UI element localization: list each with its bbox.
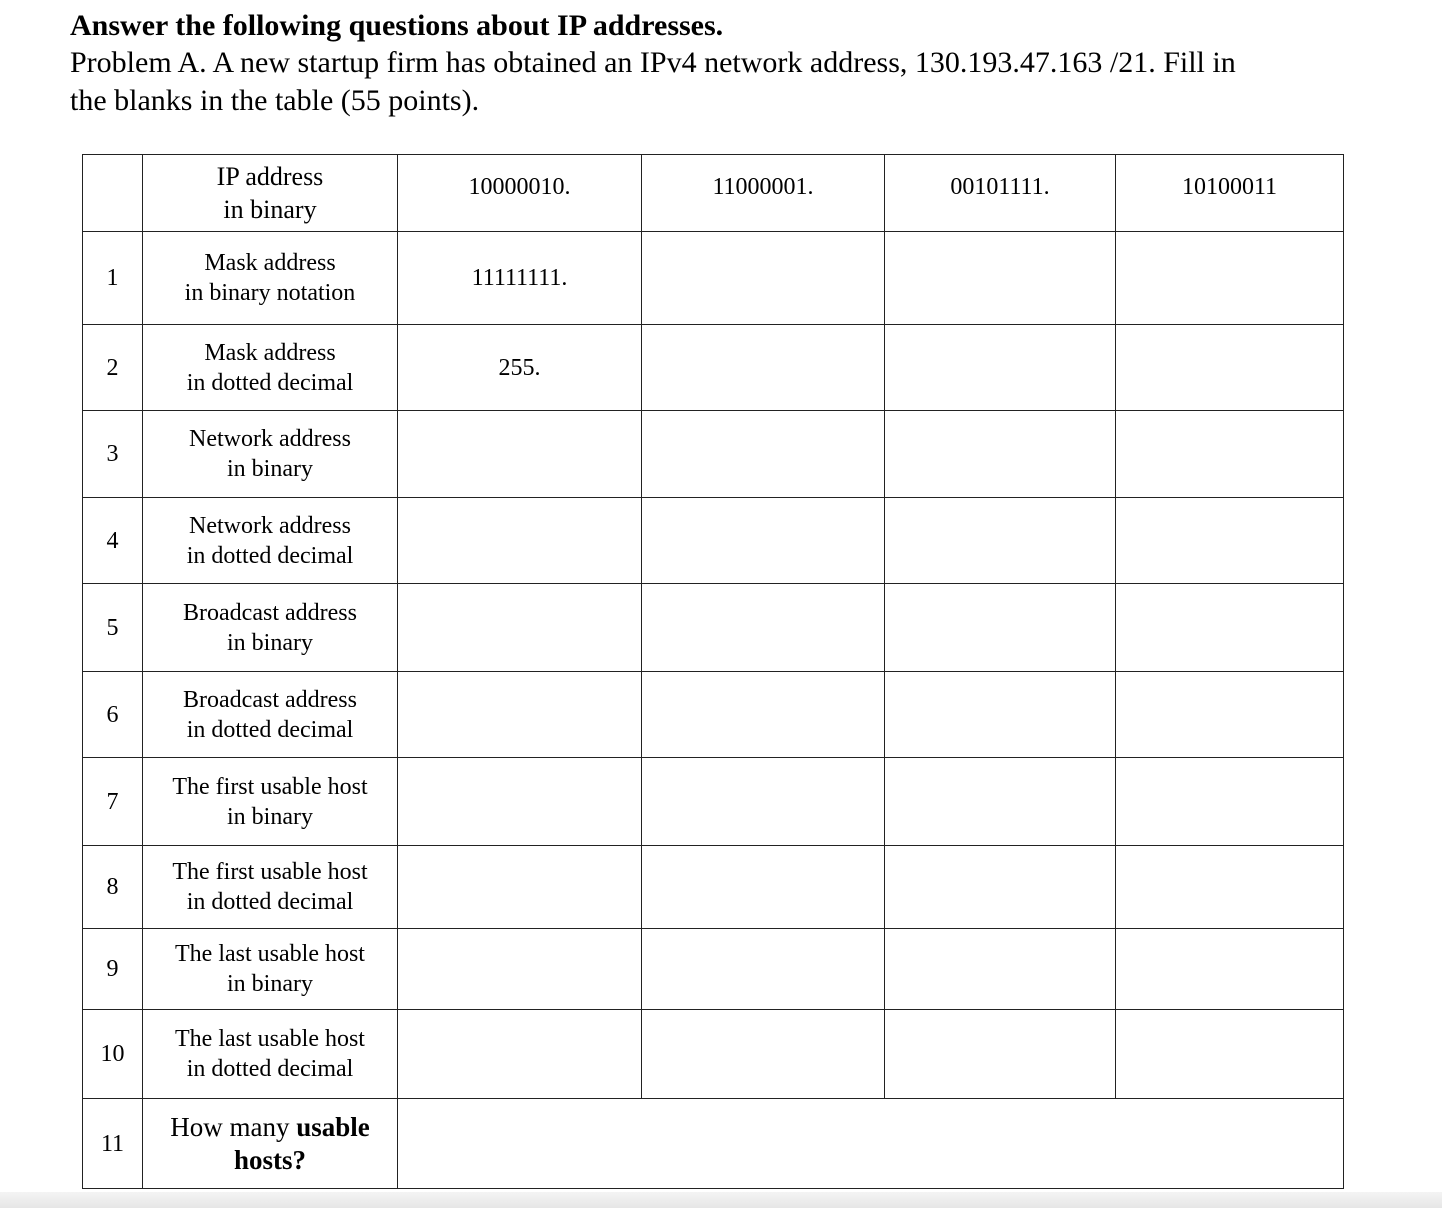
answer-cell[interactable] bbox=[1116, 846, 1344, 929]
octet-cell-3: 00101111. bbox=[885, 155, 1116, 232]
row-number: 11 bbox=[83, 1099, 143, 1189]
row-label bbox=[143, 411, 398, 498]
row-label-line-1: Broadcast address bbox=[183, 686, 357, 713]
answer-cell[interactable] bbox=[398, 584, 642, 672]
answer-cell[interactable] bbox=[885, 411, 1116, 498]
answer-cell[interactable] bbox=[642, 846, 885, 929]
table-row bbox=[83, 929, 1344, 1010]
answer-cell[interactable]: 255. bbox=[398, 325, 642, 411]
answer-cell[interactable] bbox=[642, 325, 885, 411]
table-row bbox=[83, 411, 1344, 498]
row-label-line-1: The last usable host bbox=[175, 941, 365, 967]
row-label-line-2: in dotted decimal bbox=[186, 889, 354, 915]
table-row bbox=[83, 1010, 1344, 1099]
row-label-line-1: The last usable host bbox=[175, 1026, 365, 1052]
answer-cell[interactable] bbox=[885, 1010, 1116, 1099]
row-label-line-1: Network address bbox=[189, 512, 351, 539]
row-label-line-1: The first usable host bbox=[172, 859, 368, 885]
answer-cell[interactable] bbox=[885, 672, 1116, 758]
answer-cell[interactable] bbox=[885, 325, 1116, 411]
answer-cell[interactable] bbox=[1116, 758, 1344, 846]
row-label-line-2: in binary bbox=[227, 456, 313, 482]
row-label bbox=[143, 672, 398, 758]
answer-cell[interactable] bbox=[885, 758, 1116, 846]
row-number: 10 bbox=[83, 1010, 143, 1099]
row-label bbox=[143, 232, 398, 325]
row-number: 6 bbox=[83, 672, 143, 758]
problem-line-1: Problem A. A new startup firm has obtained an IPv4 network address, 130.193.47.163 /21. Fill in bbox=[70, 46, 1236, 79]
row-label-line-2: hosts? bbox=[233, 1144, 307, 1175]
octet-cell-2: 11000001. bbox=[642, 155, 885, 232]
answer-cell[interactable] bbox=[642, 498, 885, 584]
answer-cell[interactable] bbox=[642, 758, 885, 846]
page-bottom-edge bbox=[0, 1192, 1442, 1208]
answer-cell[interactable] bbox=[885, 846, 1116, 929]
answer-cell[interactable] bbox=[1116, 672, 1344, 758]
answer-cell[interactable] bbox=[1116, 1010, 1344, 1099]
row-number: 1 bbox=[83, 232, 143, 325]
row-label-bold: usable bbox=[296, 1111, 370, 1142]
row-number: 4 bbox=[83, 498, 143, 584]
table-row bbox=[83, 498, 1344, 584]
answer-cell[interactable] bbox=[1116, 411, 1344, 498]
answer-cell[interactable] bbox=[1116, 929, 1344, 1010]
answer-cell[interactable] bbox=[1116, 498, 1344, 584]
octet-cell-1: 10000010. bbox=[398, 155, 642, 232]
question-heading bbox=[70, 8, 1410, 120]
row-label-line-2: in binary bbox=[223, 195, 317, 224]
answer-cell[interactable] bbox=[398, 758, 642, 846]
answer-cell[interactable] bbox=[398, 929, 642, 1010]
row-label bbox=[143, 498, 398, 584]
answer-cell[interactable] bbox=[642, 411, 885, 498]
answer-cell[interactable] bbox=[642, 232, 885, 325]
table-row bbox=[83, 584, 1344, 672]
answer-cell[interactable] bbox=[885, 498, 1116, 584]
row-label-line-1: Broadcast address bbox=[183, 599, 357, 626]
row-number-cell bbox=[83, 155, 143, 232]
table-row bbox=[83, 846, 1344, 929]
octet-cell-4: 10100011 bbox=[1116, 155, 1344, 232]
answer-cell[interactable] bbox=[398, 672, 642, 758]
row-label bbox=[143, 325, 398, 411]
ip-address-table bbox=[82, 154, 1344, 1189]
row-number: 3 bbox=[83, 411, 143, 498]
problem-statement bbox=[70, 44, 1410, 120]
row-label-line-2: in binary bbox=[227, 971, 313, 997]
row-label bbox=[143, 758, 398, 846]
answer-cell[interactable] bbox=[1116, 584, 1344, 672]
row-label-line-2: in binary bbox=[227, 803, 313, 830]
answer-cell[interactable] bbox=[398, 1010, 642, 1099]
row-label-line-1: How many bbox=[170, 1111, 297, 1142]
row-label bbox=[143, 155, 398, 232]
answer-cell[interactable] bbox=[398, 411, 642, 498]
row-label-line-2: in dotted decimal bbox=[186, 369, 354, 396]
row-label bbox=[143, 1099, 398, 1189]
row-label-line-2: in dotted decimal bbox=[186, 1056, 354, 1082]
answer-cell[interactable] bbox=[642, 672, 885, 758]
row-label bbox=[143, 846, 398, 929]
answer-cell[interactable] bbox=[885, 929, 1116, 1010]
problem-line-2: the blanks in the table (55 points). bbox=[70, 84, 480, 117]
answer-cell[interactable] bbox=[1116, 325, 1344, 411]
table-row bbox=[83, 1099, 1344, 1189]
row-label-line-1: The first usable host bbox=[172, 773, 368, 800]
answer-cell[interactable]: 11111111. bbox=[398, 232, 642, 325]
row-number: 2 bbox=[83, 325, 143, 411]
row-label-line-2: in binary bbox=[227, 629, 313, 656]
row-number: 5 bbox=[83, 584, 143, 672]
answer-cell[interactable] bbox=[642, 929, 885, 1010]
row-label bbox=[143, 1010, 398, 1099]
row-label-line-1: Mask address bbox=[204, 250, 336, 276]
table-row bbox=[83, 325, 1344, 411]
answer-cell[interactable] bbox=[642, 584, 885, 672]
answer-cell[interactable] bbox=[642, 1010, 885, 1099]
usable-hosts-answer-cell[interactable] bbox=[398, 1099, 1344, 1189]
row-label-line-1: IP address bbox=[216, 162, 324, 191]
table-row bbox=[83, 758, 1344, 846]
table-row bbox=[83, 672, 1344, 758]
answer-cell[interactable] bbox=[885, 232, 1116, 325]
row-label-line-2: in binary notation bbox=[184, 280, 356, 306]
answer-cell[interactable] bbox=[398, 498, 642, 584]
row-label-line-2: in dotted decimal bbox=[186, 542, 354, 569]
table-row bbox=[83, 232, 1344, 325]
answer-cell[interactable] bbox=[885, 584, 1116, 672]
page-title: Answer the following questions about IP addresses. bbox=[70, 9, 724, 42]
row-label bbox=[143, 929, 398, 1010]
row-label-line-1: Network address bbox=[189, 426, 351, 452]
row-number: 9 bbox=[83, 929, 143, 1010]
row-number: 8 bbox=[83, 846, 143, 929]
header-row bbox=[83, 155, 1344, 232]
row-label-line-2: in dotted decimal bbox=[186, 716, 354, 743]
answer-cell[interactable] bbox=[398, 846, 642, 929]
row-label bbox=[143, 584, 398, 672]
row-label-line-1: Mask address bbox=[204, 339, 336, 366]
answer-cell[interactable] bbox=[1116, 232, 1344, 325]
row-number: 7 bbox=[83, 758, 143, 846]
